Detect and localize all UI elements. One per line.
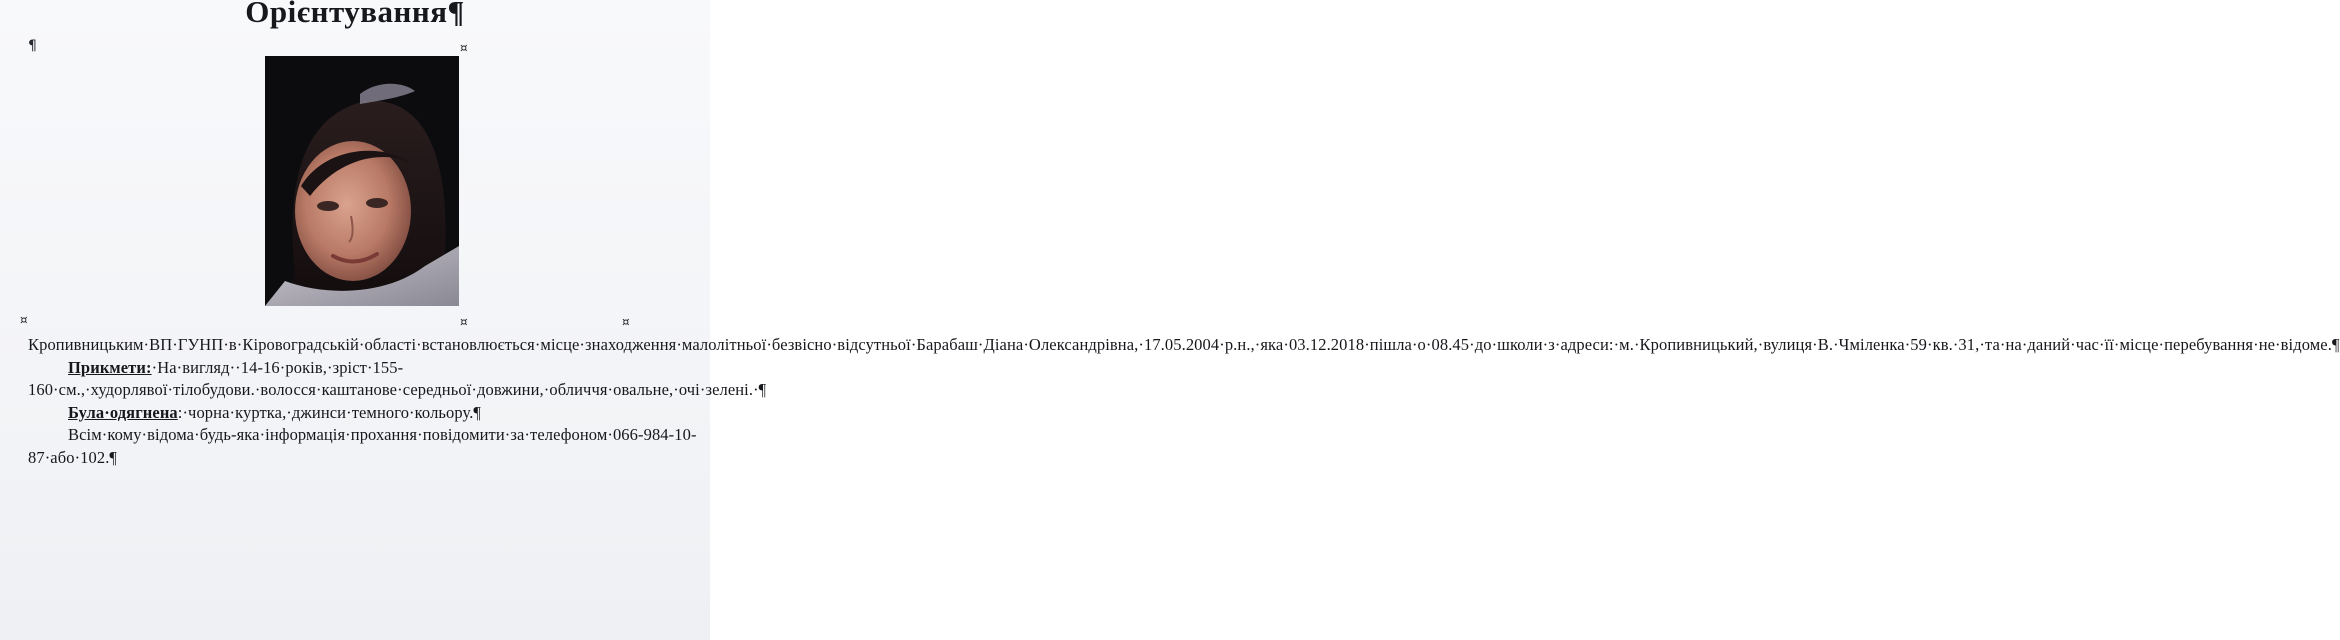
right-eye bbox=[366, 198, 388, 208]
paragraph-features bbox=[28, 357, 767, 402]
cell-end-mark: ¤ bbox=[622, 315, 630, 329]
cell-end-mark: ¤ bbox=[460, 315, 468, 329]
paragraph-clothing bbox=[28, 402, 704, 425]
features-text: ·На·вигляд··14-16·років,·зріст·155-160·см.,·худорлявої·тілобудови.·волосся·каштанове·середньої·довжини,·обличчя·овальне,·очі·зелені.·¶ bbox=[28, 357, 767, 399]
notice-body bbox=[28, 334, 2340, 469]
clothing-label: Була·одягнена bbox=[68, 402, 178, 422]
cell-end-mark: ¤ bbox=[460, 41, 468, 55]
pilcrow-mark: ¶ bbox=[28, 38, 37, 54]
cell-end-mark: ¤ bbox=[20, 313, 28, 327]
missing-child-photo bbox=[265, 56, 459, 306]
page-title bbox=[0, 0, 710, 30]
title-pilcrow: ¶ bbox=[447, 0, 465, 29]
photo-illustration bbox=[265, 56, 459, 306]
clothing-text: :·чорна·куртка,·джинси·темного·кольору.¶ bbox=[177, 402, 482, 422]
paragraph-contact: Всім·кому·відома·будь-яка·інформація·прохання·повідомити·за·телефоном·066-984-10-87·або·102.¶ bbox=[28, 425, 697, 467]
left-eye bbox=[317, 201, 339, 211]
paragraph-location: Кропивницьким·ВП·ГУНП·в·Кіровоградській·області·встановлюється·місце·знаходження·малолітньої·безвісно·відсутньої·Барабаш·Діана·Олександрівна,·17.05.2004·р.н.,·яка·03.12.2018·пішла·о·08.45·до·школи·з·адреси:·м.·Кропивницький,·вулиця·В.·Чміленка·59·кв.·31,·та·на·даний·час·її·місце·перебування·не·відоме.¶ bbox=[28, 335, 2340, 354]
features-label: Прикмети: bbox=[68, 357, 152, 377]
title-text: Орієнтування bbox=[245, 0, 448, 29]
